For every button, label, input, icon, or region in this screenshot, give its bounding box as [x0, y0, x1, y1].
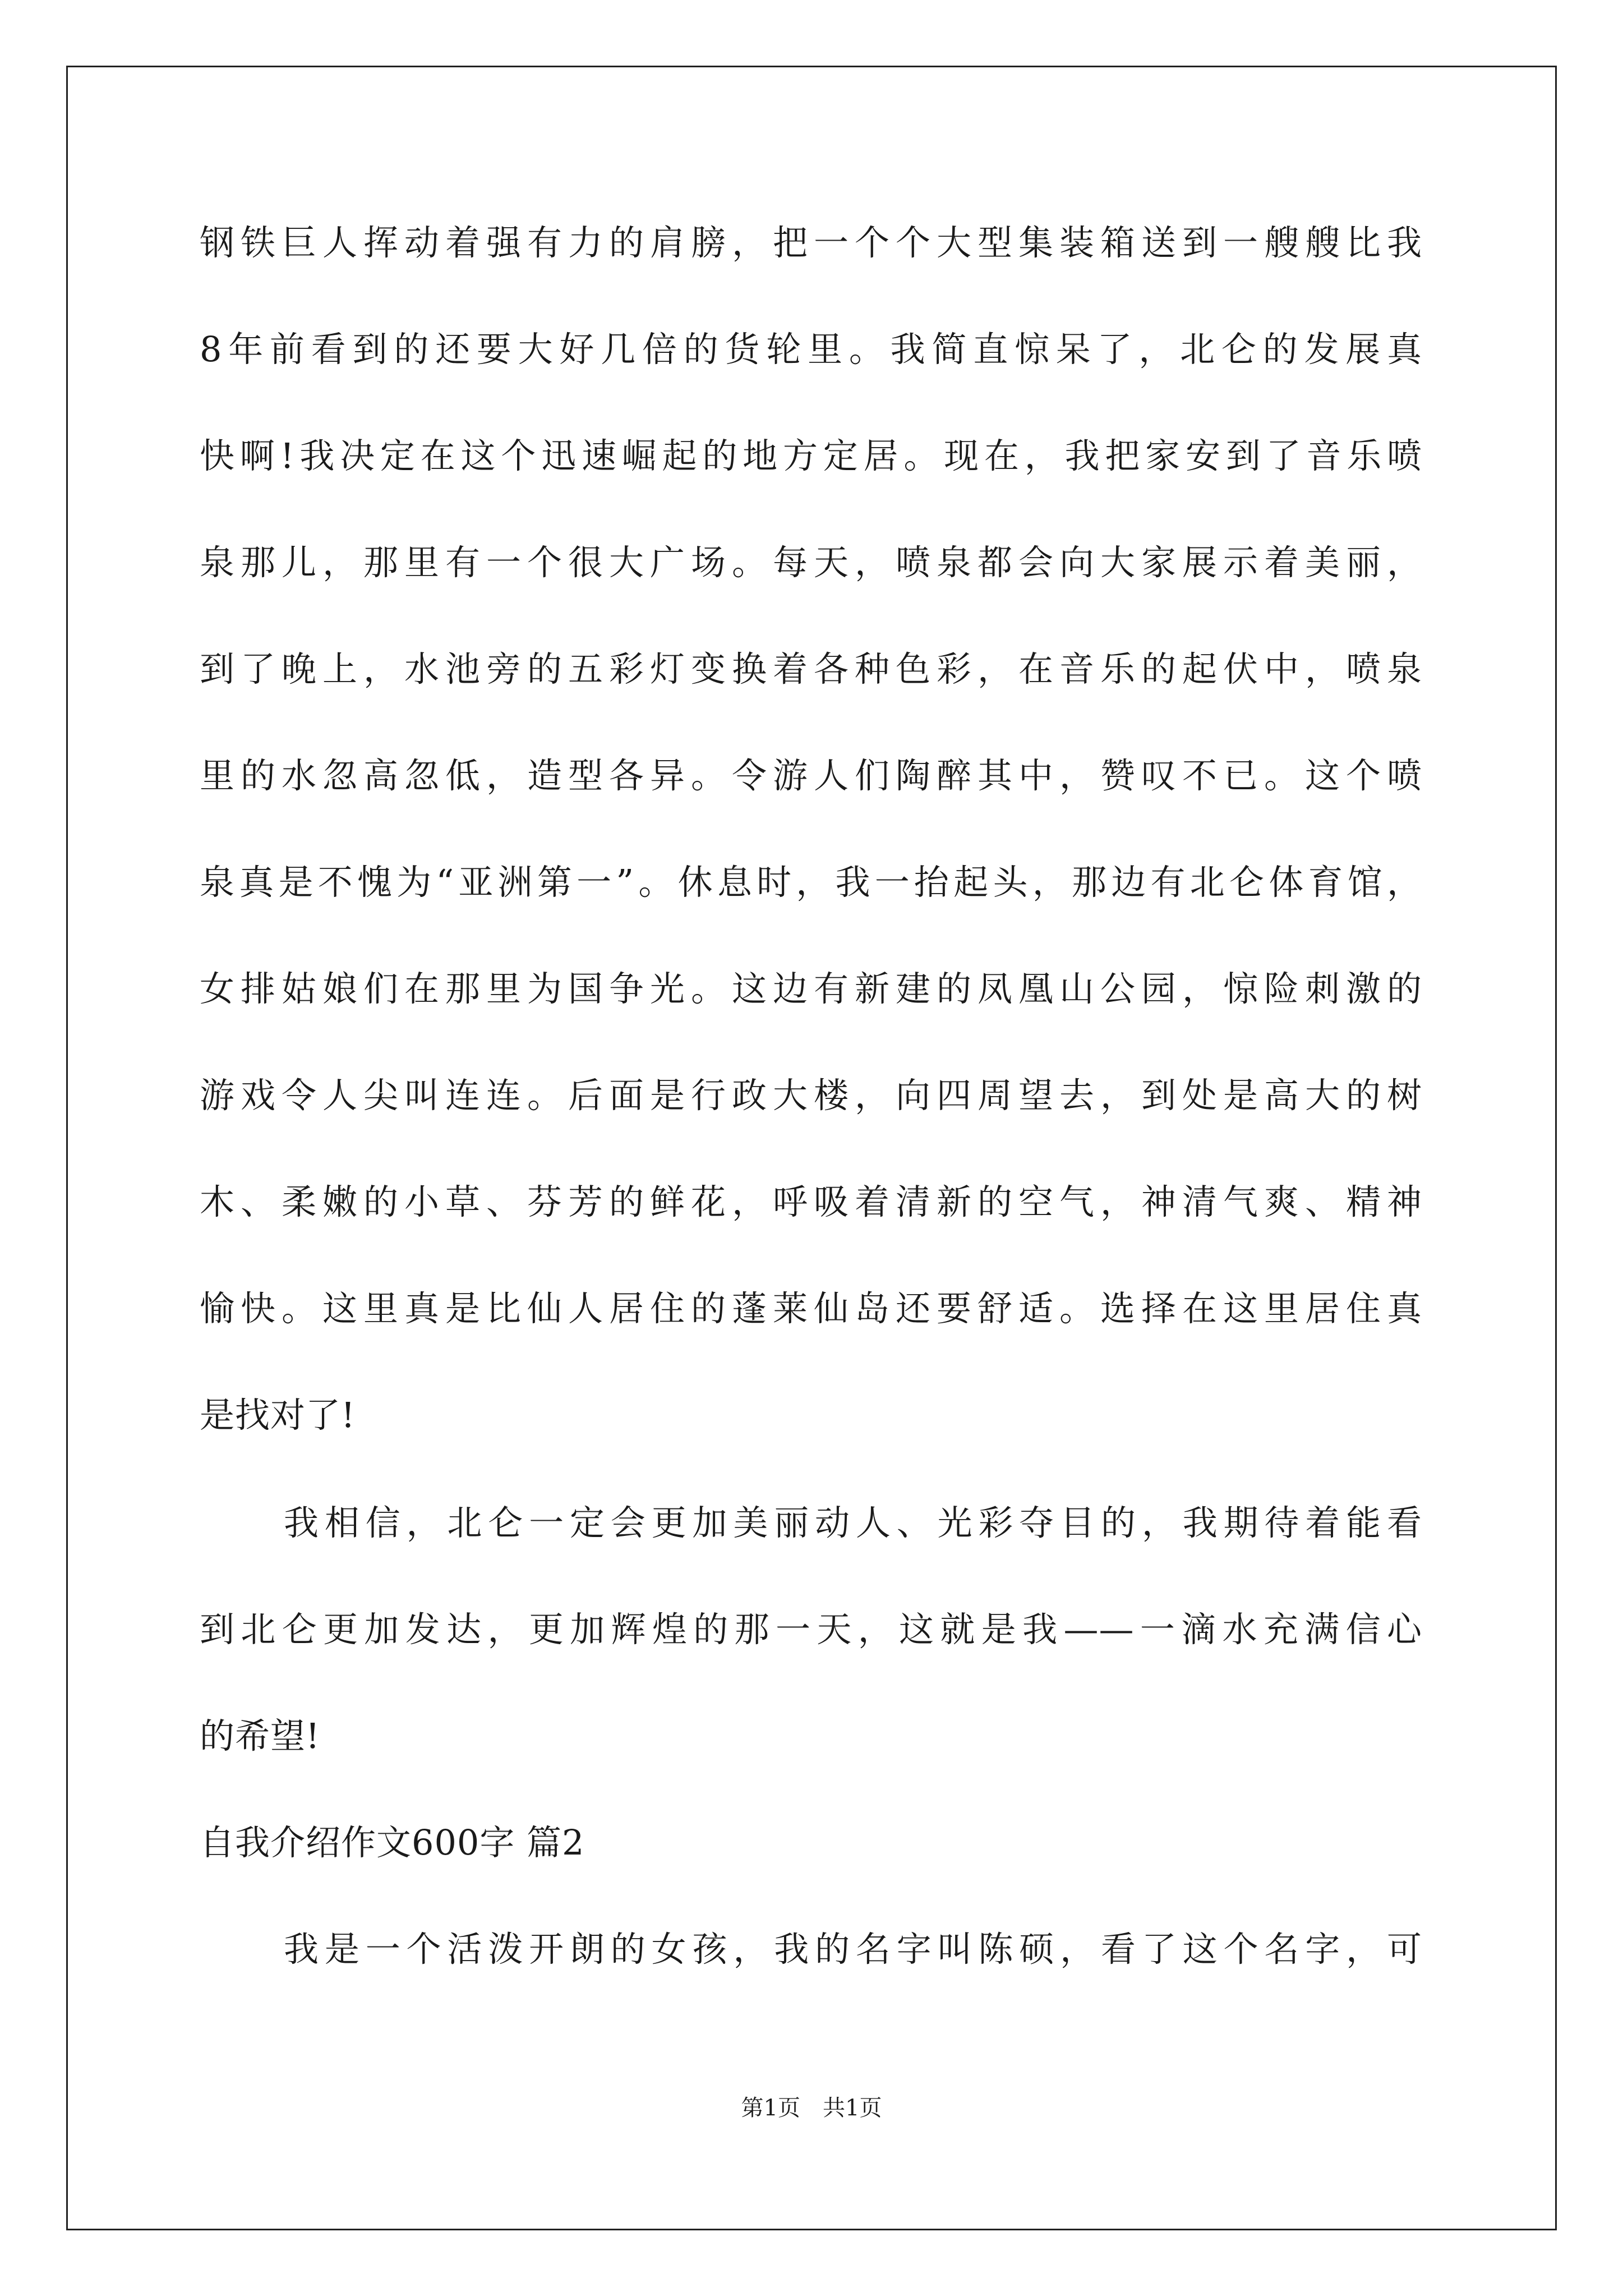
paragraph-line: 女排姑娘们在那里为国争光。这边有新建的凤凰山公园，惊险刺激的 [200, 968, 1422, 1009]
paragraph-line: 是找对了! [200, 1395, 356, 1435]
paragraph-line: 泉真是不愧为“亚洲第一”。休息时，我一抬起头，那边有北仑体育馆， [200, 862, 1422, 903]
paragraph-line: 游戏令人尖叫连连。后面是行政大楼，向四周望去，到处是高大的树 [200, 1075, 1422, 1116]
section-heading: 自我介绍作文600字 篇2 [200, 1822, 585, 1863]
paragraph-line: 木、柔嫩的小草、芬芳的鲜花，呼吸着清新的空气，神清气爽、精神 [200, 1181, 1422, 1222]
paragraph-line: 8年前看到的还要大好几倍的货轮里。我简直惊呆了，北仑的发展真 [200, 329, 1422, 370]
page-border [66, 66, 1557, 2230]
paragraph-line: 我相信，北仑一定会更加美丽动人、光彩夺目的，我期待着能看 [284, 1502, 1422, 1543]
paragraph-line: 愉快。这里真是比仙人居住的蓬莱仙岛还要舒适。选择在这里居住真 [200, 1288, 1422, 1329]
page-number-footer: 第1页 共1页 [741, 2095, 882, 2121]
paragraph-line: 到了晚上，水池旁的五彩灯变换着各种色彩，在音乐的起伏中，喷泉 [200, 648, 1422, 689]
paragraph-line: 快啊!我决定在这个迅速崛起的地方定居。现在，我把家安到了音乐喷 [200, 435, 1422, 476]
paragraph-line: 里的水忽高忽低，造型各异。令游人们陶醉其中，赞叹不已。这个喷 [200, 755, 1422, 796]
paragraph-line: 的希望! [200, 1715, 320, 1756]
paragraph-line: 到北仑更加发达，更加辉煌的那一天，这就是我——一滴水充满信心 [200, 1609, 1422, 1650]
paragraph-line: 我是一个活泼开朗的女孩，我的名字叫陈硕，看了这个名字，可 [284, 1929, 1422, 1970]
paragraph-line: 泉那儿，那里有一个很大广场。每天，喷泉都会向大家展示着美丽， [200, 542, 1422, 583]
paragraph-line: 钢铁巨人挥动着强有力的肩膀，把一个个大型集装箱送到一艘艘比我 [200, 222, 1422, 263]
